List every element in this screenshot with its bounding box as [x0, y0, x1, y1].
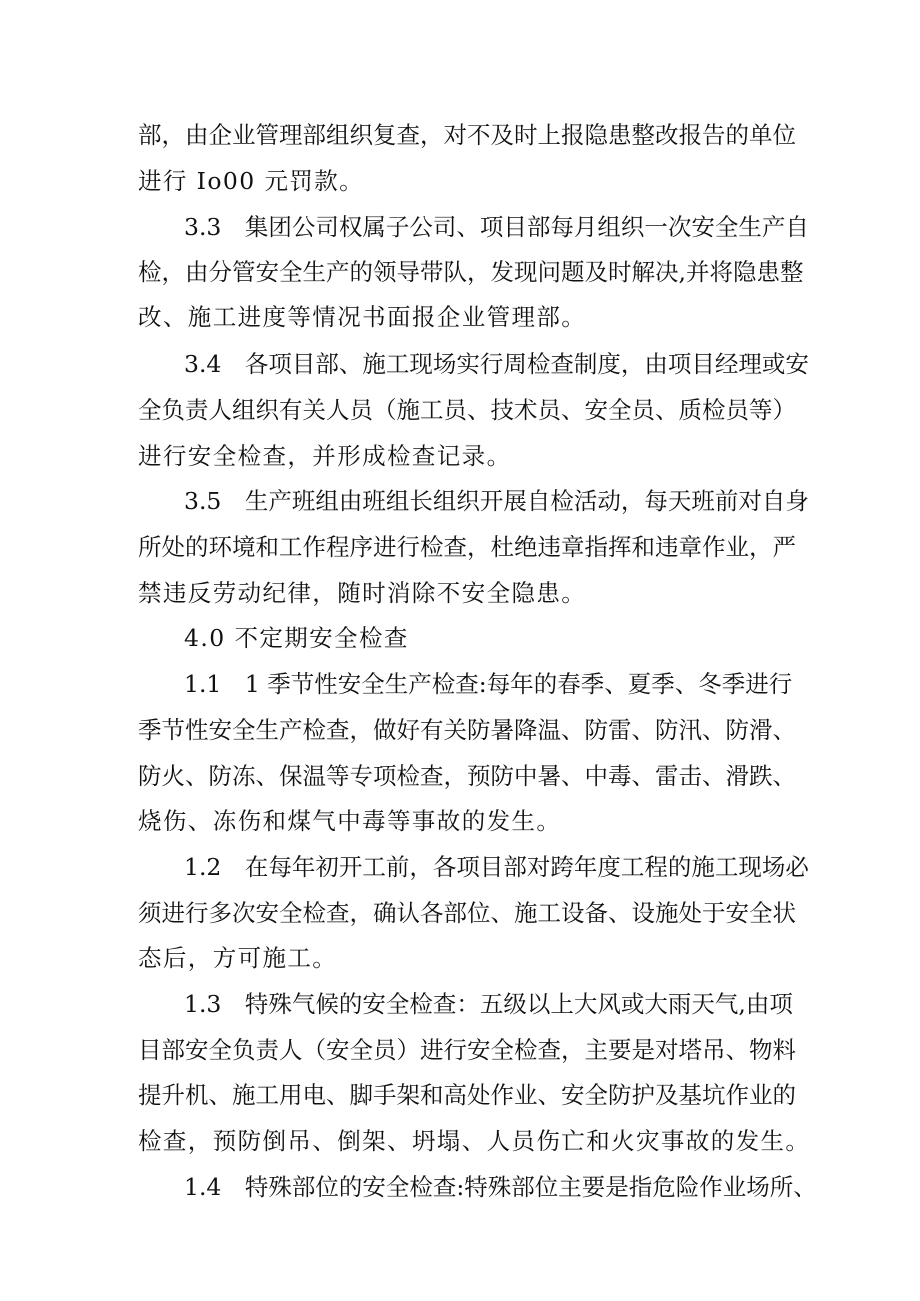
paragraph-line: 防火、防冻、保温等专项检查，预防中暑、中毒、雷击、滑跌、 [138, 762, 796, 790]
paragraph-line: 1.2 在每年初开工前，各项目部对跨年度工程的施工现场必 [184, 853, 809, 881]
paragraph-line: 提升机、施工用电、脚手架和高处作业、安全防护及基坑作业的 [138, 1081, 796, 1109]
paragraph-line: 所处的环境和工作程序进行检查，杜绝违章指挥和违章作业，严 [138, 533, 796, 561]
paragraph-line: 检查，预防倒吊、倒架、坍塌、人员伤亡和火灾事故的发生。 [138, 1127, 811, 1155]
paragraph-line: 改、施工进度等情况书面报企业管理部。 [138, 303, 587, 331]
paragraph-line: 进行 Io00 元罚款。 [138, 167, 365, 195]
section-heading: 4.0 不定期安全检查 [184, 624, 409, 652]
paragraph-line: 禁违反劳动纪律，随时消除不安全隐患。 [138, 579, 587, 607]
paragraph-line: 态后，方可施工。 [138, 944, 338, 972]
paragraph-line: 3.4 各项目部、施工现场实行周检查制度，由项目经理或安 [184, 350, 809, 378]
paragraph-line: 1.1 1 季节性安全生产检查:每年的春季、夏季、冬季进行 [184, 670, 793, 698]
paragraph-line: 进行安全检查，并形成检查记录。 [138, 442, 512, 470]
paragraph-line: 1.3 特殊气候的安全检查：五级以上大风或大雨天气,由项 [184, 990, 793, 1018]
paragraph-line: 目部安全负责人（安全员）进行安全检查，主要是对塔吊、物料 [138, 1036, 796, 1064]
paragraph-line: 1.4 特殊部位的安全检查:特殊部位主要是指危险作业场所、 [184, 1173, 817, 1201]
paragraph-line: 全负责人组织有关人员（施工员、技术员、安全员、质检员等） [138, 396, 796, 424]
paragraph-line: 季节性安全生产检查，做好有关防暑降温、防雷、防汛、防滑、 [138, 716, 796, 744]
paragraph-line: 检，由分管安全生产的领导带队，发现问题及时解决,并将隐患整 [138, 258, 804, 286]
paragraph-line: 3.3 集团公司权属子公司、项目部每月组织一次安全生产自 [184, 213, 809, 241]
paragraph-line: 须进行多次安全检查，确认各部位、施工设备、设施处于安全状 [138, 899, 796, 927]
paragraph-line: 部，由企业管理部组织复查，对不及时上报隐患整改报告的单位 [138, 121, 796, 149]
paragraph-line: 烧伤、冻伤和煤气中毒等事故的发生。 [138, 807, 562, 835]
paragraph-line: 3.5 生产班组由班组长组织开展自检活动，每天班前对自身 [184, 487, 809, 515]
